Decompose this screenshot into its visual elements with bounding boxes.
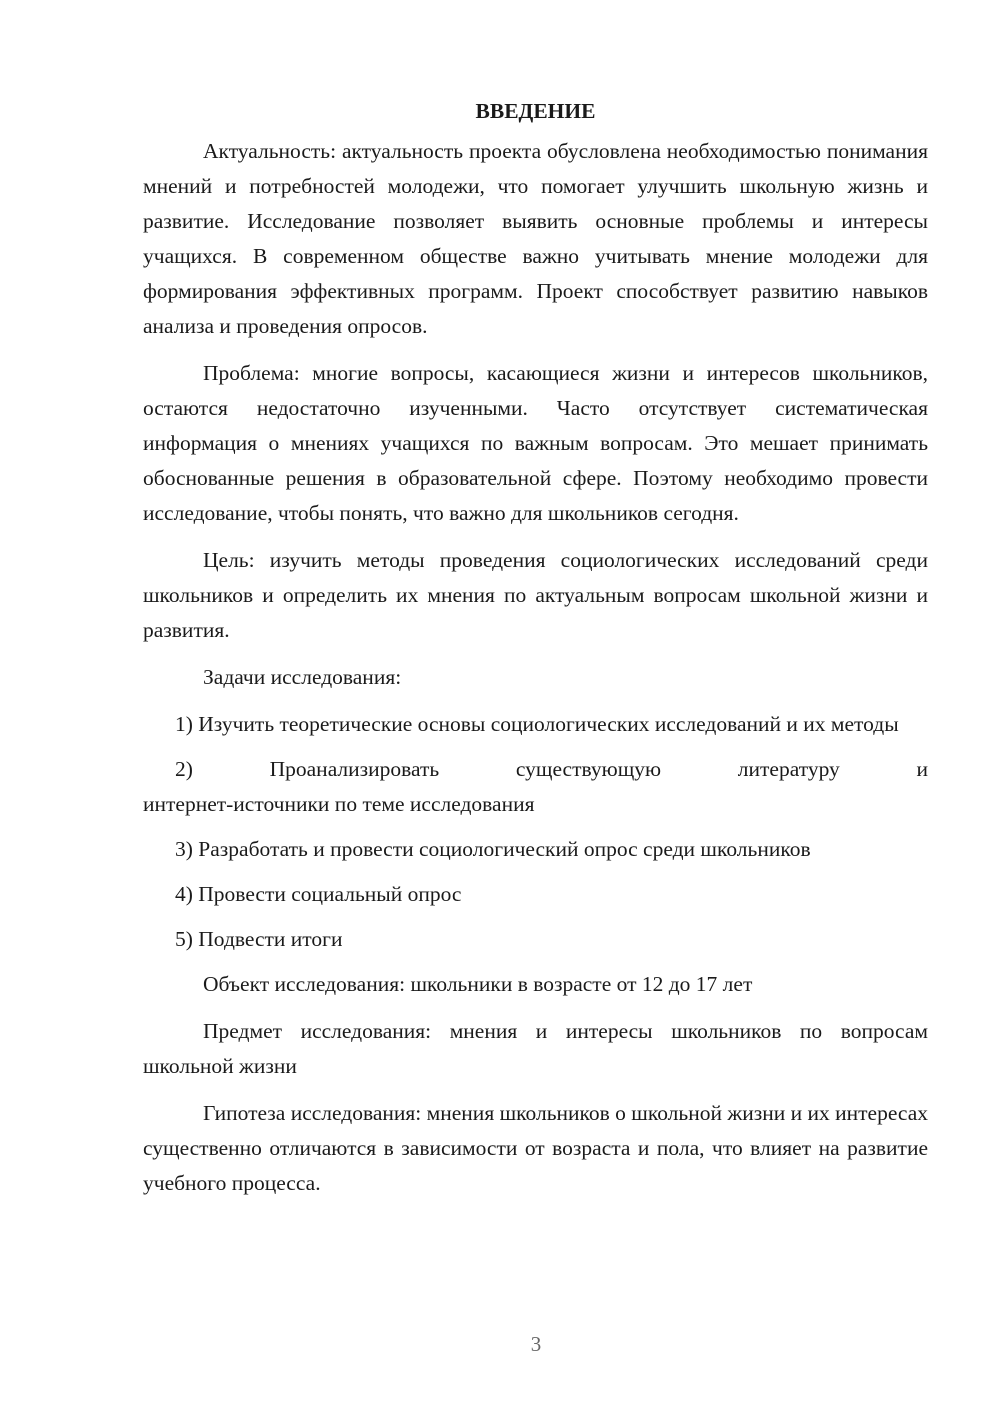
document-body xyxy=(143,96,928,1213)
object-paragraph: Объект исследования: школьники в возрасте от 12 до 17 лет xyxy=(203,972,753,996)
tasks-title: Задачи исследования: xyxy=(203,665,402,689)
task-item-2-text: 2) Проанализировать существующую литературу и xyxy=(175,757,928,781)
problem-paragraph: Проблема: многие вопросы, касающиеся жизни и интересов школьников, остаются недостаточно изученными. Часто отсутствует систематическая информация о мнениях учащихся по важным вопросам. Это мешает принимать обоснованные решения в образовательной сфере. Поэтому необходимо провести исследование, чтобы понять, что важно для школьников сегодня. xyxy=(143,361,928,525)
goal-paragraph: Цель: изучить методы проведения социологических исследований среди школьников и определить их мнения по актуальным вопросам школьной жизни и развития. xyxy=(143,548,928,642)
task-item-2 xyxy=(143,752,928,822)
section-heading: ВВЕДЕНИЕ xyxy=(475,99,596,123)
page-number: 3 xyxy=(530,1332,542,1356)
task-item-1: 1) Изучить теоретические основы социологических исследований и их методы xyxy=(175,712,899,736)
tasks-list xyxy=(143,707,928,957)
subject-paragraph: Предмет исследования: мнения и интересы школьников по вопросам школьной жизни xyxy=(143,1019,928,1078)
task-item-3: 3) Разработать и провести социологический опрос среди школьников xyxy=(175,837,811,861)
hypothesis-paragraph: Гипотеза исследования: мнения школьников о школьной жизни и их интересах существенно отличаются в зависимости от возраста и пола, что влияет на развитие учебного процесса. xyxy=(143,1101,928,1195)
task-item-4: 4) Провести социальный опрос xyxy=(175,882,462,906)
task-item-2-continuation: интернет-источники по теме исследования xyxy=(143,792,535,816)
task-item-5: 5) Подвести итоги xyxy=(175,927,343,951)
relevance-paragraph: Актуальность: актуальность проекта обусловлена необходимостью понимания мнений и потребностей молодежи, что помогает улучшить школьную жизнь и развитие. Исследование позволяет выявить основные проблемы и интересы учащихся. В современном обществе важно учитывать мнение молодежи для формирования эффективных программ. Проект способствует развитию навыков анализа и проведения опросов. xyxy=(143,139,928,338)
